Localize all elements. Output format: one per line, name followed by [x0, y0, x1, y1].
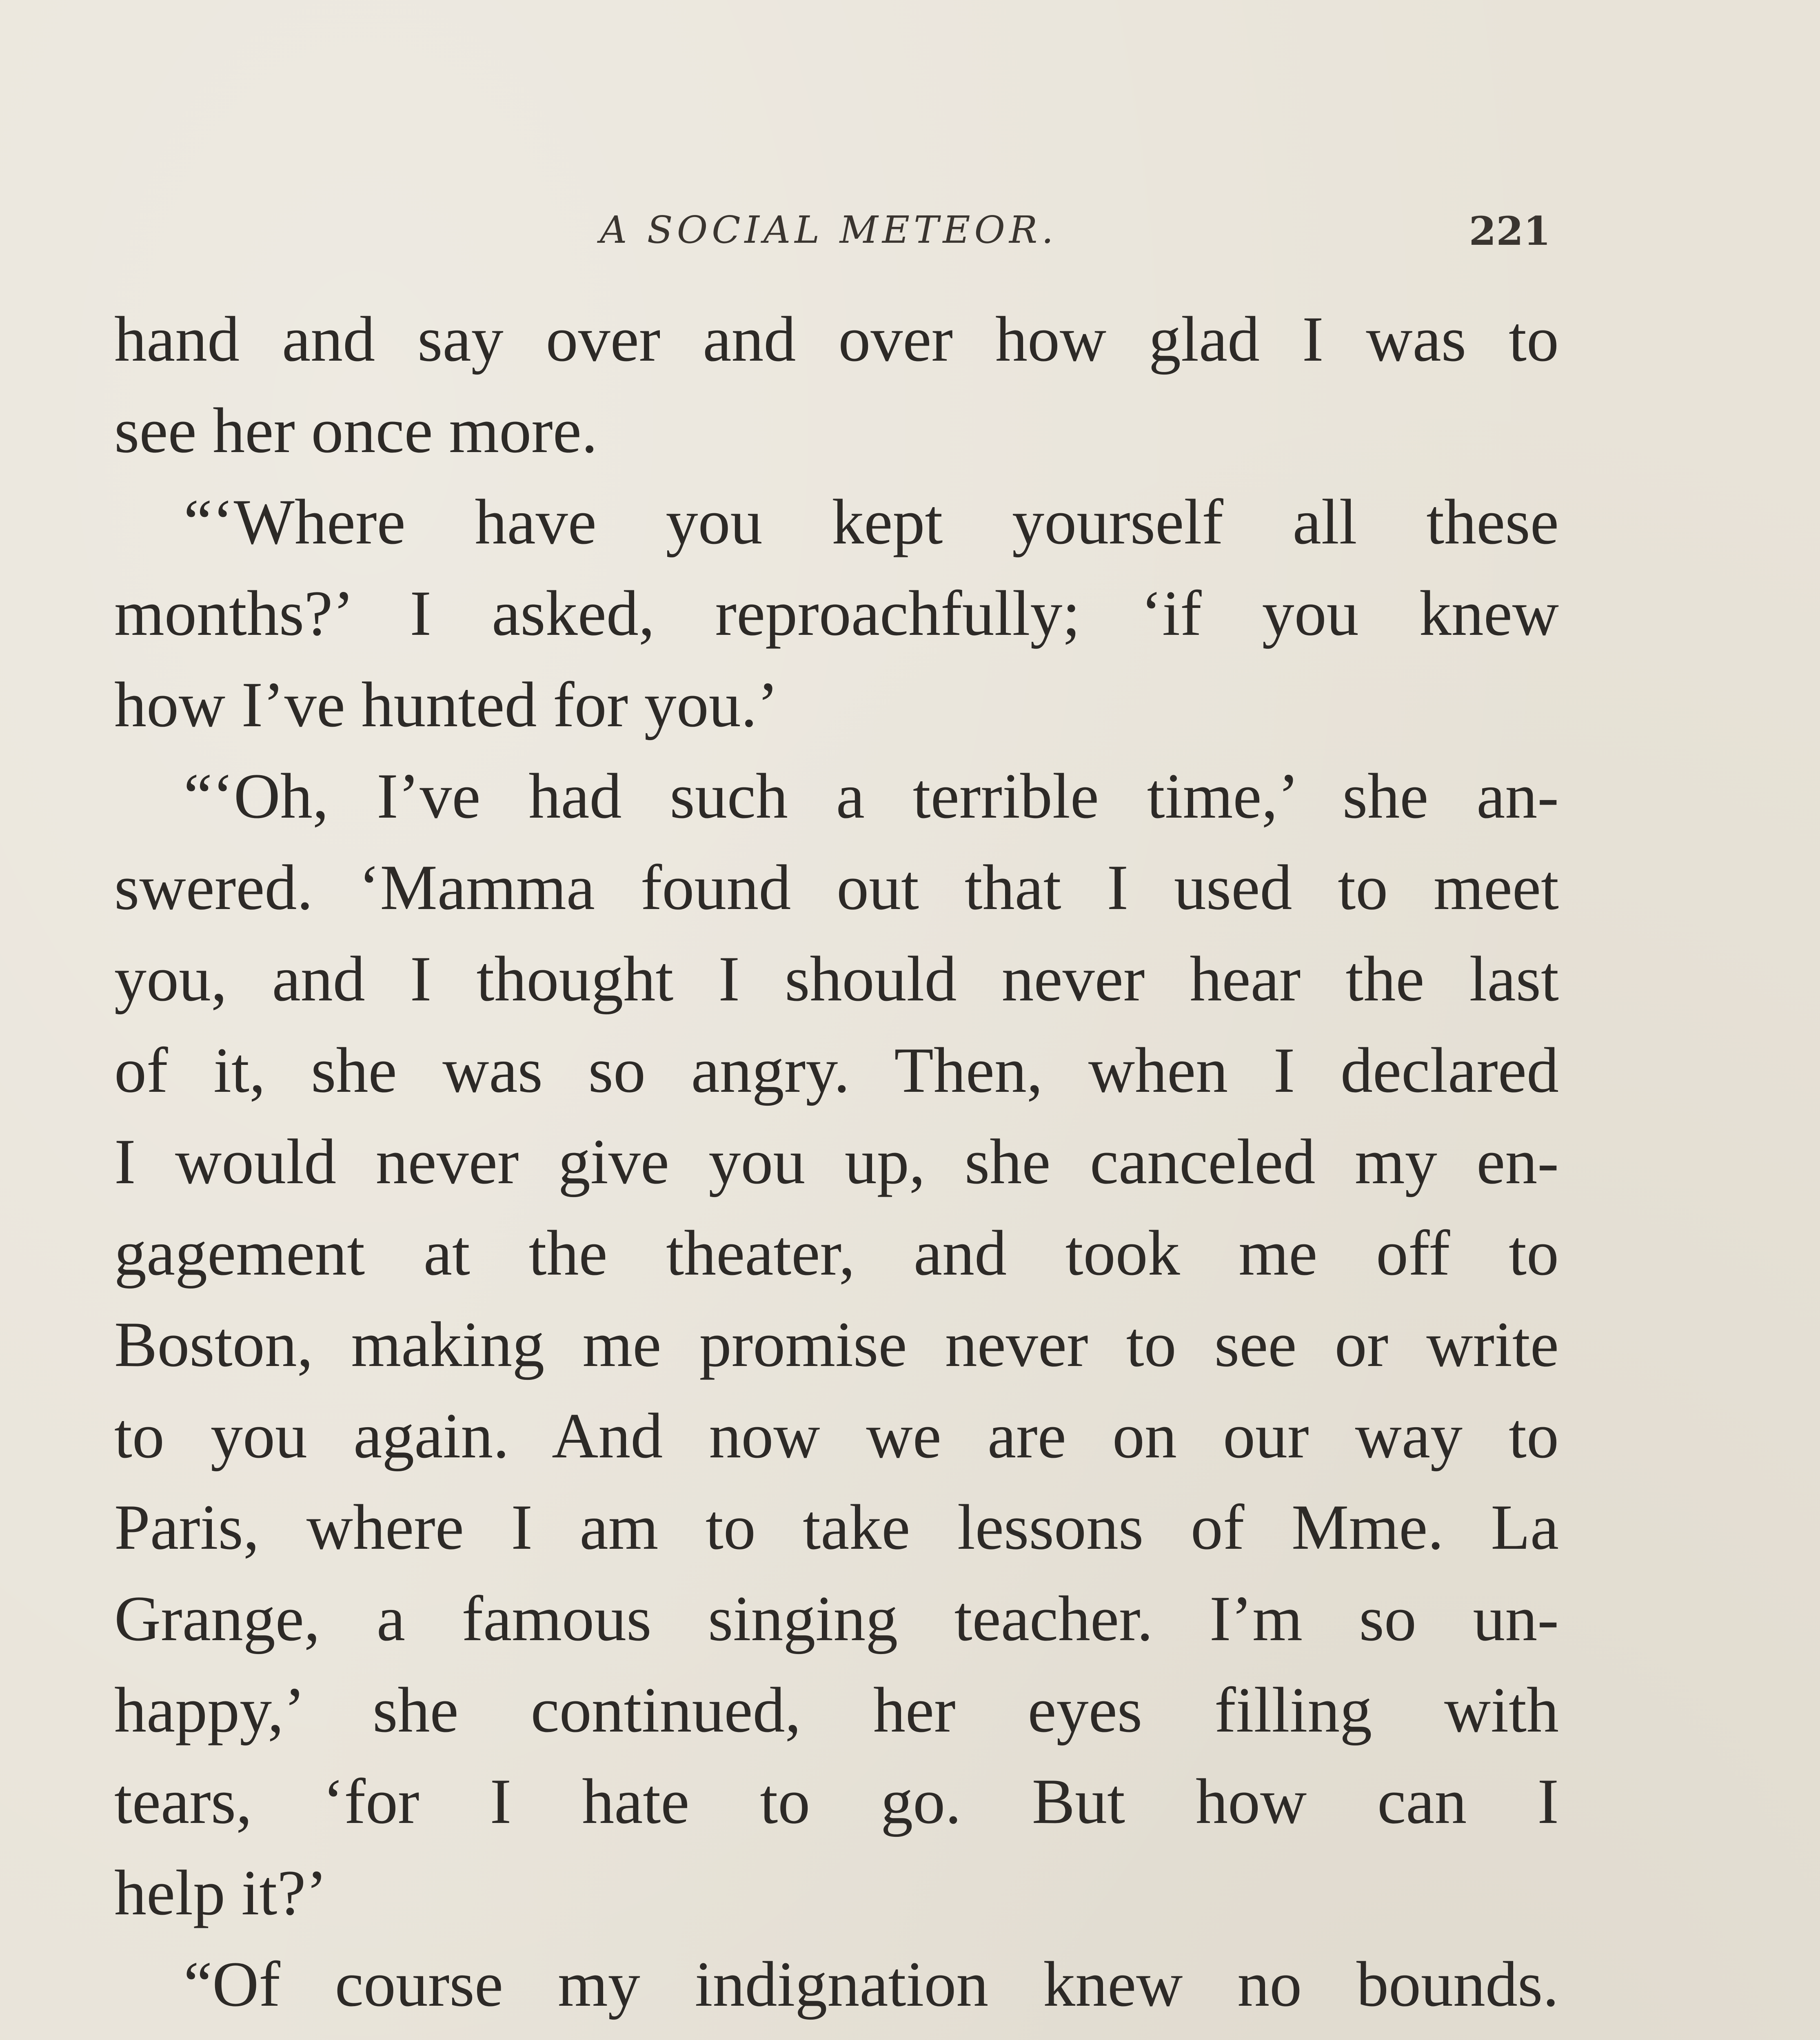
- running-title: A SOCIAL METEOR.: [600, 208, 1058, 252]
- text-line: to you again. And now we are on our way to: [114, 1400, 1559, 1472]
- body-text: [114, 294, 1559, 2040]
- text-line: [114, 2030, 1559, 2040]
- text-line: “Of course my indignation knew no bounds.: [184, 1949, 1559, 2020]
- text-line: “‘Where have you kept yourself all these: [184, 486, 1559, 558]
- text-line: Boston, making me promise never to see or write: [114, 1309, 1559, 1380]
- text-line: of it, she was so angry. Then, when I declared: [114, 1035, 1559, 1106]
- text-line: Grange, a famous singing teacher. I’m so un-: [114, 1583, 1559, 1654]
- text-line: tears, ‘for I hate to go. But how can I: [114, 1766, 1559, 1837]
- text-line: swered. ‘Mamma found out that I used to meet: [114, 852, 1559, 923]
- text-line: you, and I thought I should never hear the last: [114, 943, 1559, 1015]
- text-line: happy,’ she continued, her eyes filling with: [114, 1674, 1559, 1746]
- text-line: I would never give you up, she canceled my en-: [114, 1126, 1559, 1197]
- text-line: Paris, where I am to take lessons of Mme. La: [114, 1492, 1559, 1563]
- text-line: see her once more.: [114, 395, 598, 466]
- text-line: how I’ve hunted for you.’: [114, 669, 779, 741]
- text-line: help it?’: [114, 1857, 328, 1929]
- text-line: gagement at the theater, and took me off to: [114, 1217, 1559, 1289]
- text-line: “‘Oh, I’ve had such a terrible time,’ she an-: [184, 761, 1559, 832]
- text-line: months?’ I asked, reproachfully; ‘if you knew: [114, 578, 1559, 649]
- text-line: hand and say over and over how glad I was to: [114, 304, 1559, 375]
- running-head: [408, 204, 1551, 265]
- page-number: 221: [1469, 208, 1551, 254]
